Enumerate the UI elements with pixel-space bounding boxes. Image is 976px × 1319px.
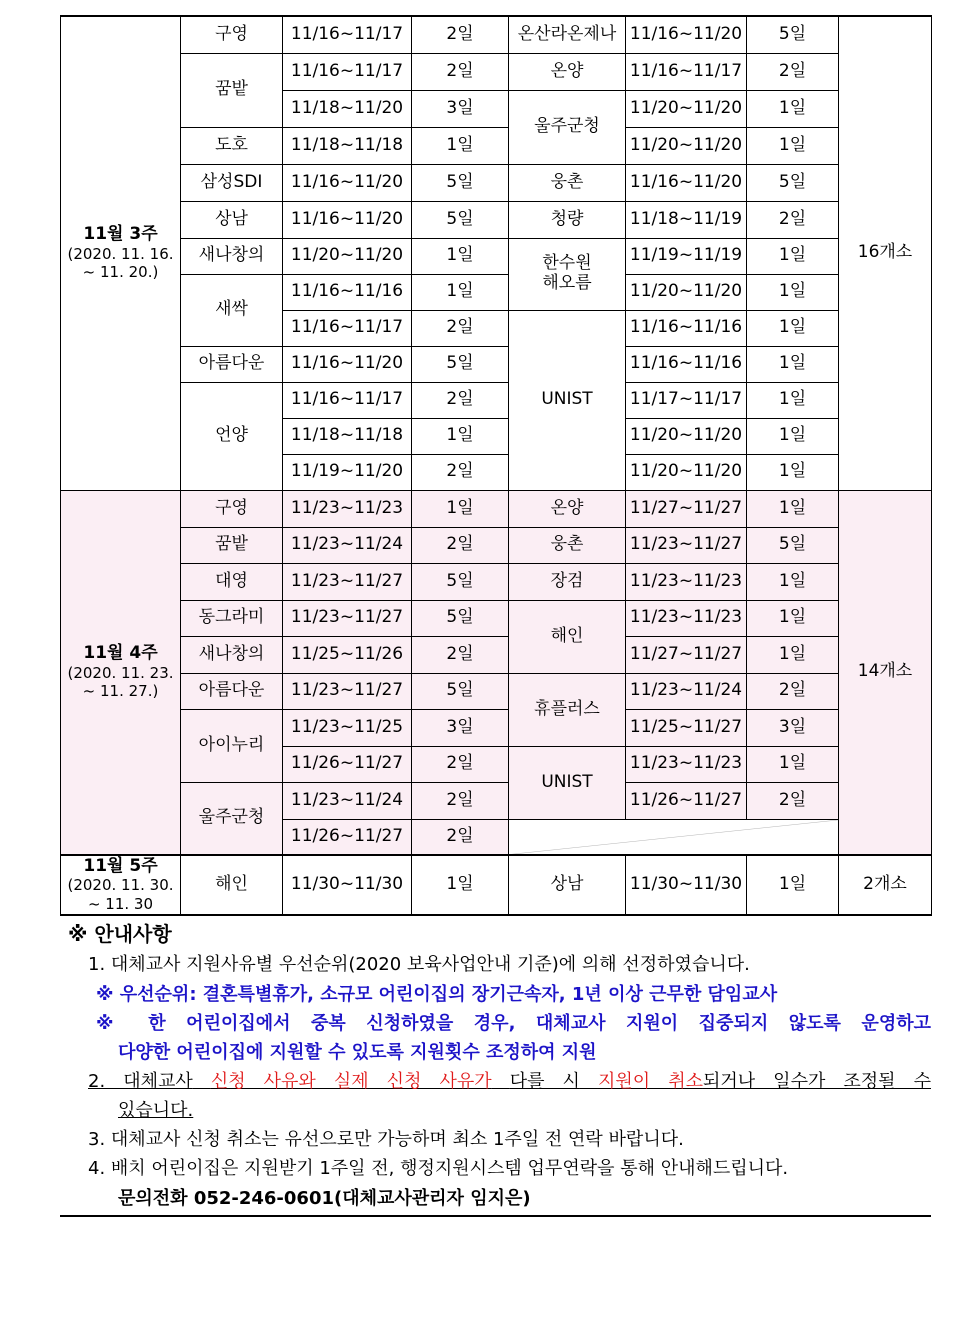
days: 2일 [412,454,509,490]
days: 2일 [412,527,509,563]
days: 2일 [412,746,509,782]
period: 11/18~11/18 [283,127,412,164]
period: 11/26~11/27 [626,782,747,819]
period: 11/16~11/20 [626,164,747,201]
center-name: 도호 [181,127,283,164]
days: 2일 [412,782,509,819]
days: 5일 [747,164,839,201]
center-name: 해인 [509,600,626,673]
center-name: 언양 [181,382,283,490]
notice-section [60,918,931,1213]
period: 11/16~11/20 [626,16,747,53]
days: 1일 [747,90,839,127]
days: 2일 [747,201,839,238]
days: 3일 [412,90,509,127]
days: 2일 [747,782,839,819]
center-name: 삼성SDI [181,164,283,201]
period: 11/23~11/23 [626,746,747,782]
center-name: 아름다운 [181,346,283,382]
period: 11/23~11/23 [626,563,747,600]
days: 5일 [747,16,839,53]
center-name: 아름다운 [181,673,283,709]
days: 1일 [412,490,509,527]
days: 1일 [412,238,509,274]
center-name: 꿈밭 [181,527,283,563]
center-name: 휴플러스 [509,673,626,746]
notice-duplicate-line1: ※ 한 어린이집에서 중복 신청하였을 경우, 대체교사 지원이 집중되지 않도록 운영하고 [96,1012,931,1034]
period: 11/16~11/20 [283,164,412,201]
days: 2일 [412,310,509,346]
contact-info: 문의전화 052-246-0601(대체교사관리자 임지은) [118,1187,531,1209]
period: 11/23~11/23 [283,490,412,527]
period: 11/30~11/30 [283,855,412,915]
days: 1일 [747,382,839,418]
center-name: 아이누리 [181,709,283,782]
days: 1일 [747,454,839,490]
notice-item-2-cont: 있습니다. [118,1100,194,1122]
center-name: 온양 [509,490,626,527]
period: 11/16~11/16 [283,274,412,310]
days: 3일 [747,709,839,746]
notice-item-3: 3. 대체교사 신청 취소는 유선으로만 가능하며 최소 1주일 전 연락 바랍니다. [88,1129,684,1151]
center-name: 동그라미 [181,600,283,636]
center-name: 상남 [509,855,626,915]
notice-duplicate-line2: 다양한 어린이집에 지원할 수 있도록 지원횟수 조정하여 지원 [118,1041,597,1063]
days: 2일 [412,53,509,90]
days: 2일 [412,16,509,53]
center-name: 웅촌 [509,164,626,201]
days: 1일 [747,855,839,915]
center-name: 대영 [181,563,283,600]
center-name: 상남 [181,201,283,238]
notice-heading: ※ 안내사항 [68,922,172,946]
days: 1일 [412,274,509,310]
period: 11/20~11/20 [626,454,747,490]
period: 11/18~11/20 [283,90,412,127]
period: 11/20~11/20 [626,127,747,164]
days: 1일 [412,127,509,164]
center-name: 온산라온제나 [509,16,626,53]
days: 1일 [747,600,839,636]
period: 11/16~11/16 [626,310,747,346]
schedule-table [60,15,932,916]
period: 11/27~11/27 [626,636,747,673]
days: 5일 [412,201,509,238]
period: 11/19~11/19 [626,238,747,274]
period: 11/20~11/20 [626,90,747,127]
period: 11/16~11/20 [283,201,412,238]
notice-priority: ※ 우선순위: 결혼특별휴가, 소규모 어린이집의 장기근속자, 1년 이상 근무한 담임교사 [96,983,778,1005]
period: 11/23~11/24 [283,527,412,563]
days: 1일 [747,274,839,310]
days: 1일 [747,636,839,673]
days: 2일 [747,53,839,90]
days: 1일 [412,418,509,454]
period: 11/23~11/27 [283,600,412,636]
days: 1일 [747,418,839,454]
days: 1일 [747,238,839,274]
period: 11/18~11/18 [283,418,412,454]
period: 11/18~11/19 [626,201,747,238]
period: 11/26~11/27 [283,819,412,855]
center-name: 꿈밭 [181,53,283,127]
period: 11/19~11/20 [283,454,412,490]
center-name: 온양 [509,53,626,90]
days: 2일 [747,673,839,709]
period: 11/23~11/24 [626,673,747,709]
center-name: UNIST [509,746,626,819]
days: 5일 [412,346,509,382]
period: 11/26~11/27 [283,746,412,782]
days: 1일 [747,490,839,527]
period: 11/23~11/27 [283,673,412,709]
center-name: 구영 [181,490,283,527]
period: 11/25~11/27 [626,709,747,746]
days: 5일 [412,563,509,600]
days: 5일 [412,673,509,709]
center-name: UNIST [509,310,626,490]
period: 11/30~11/30 [626,855,747,915]
week-label: 11월 4주 (2020. 11. 23. ~ 11. 27.) [61,490,181,855]
period: 11/23~11/25 [283,709,412,746]
period: 11/16~11/17 [283,53,412,90]
days: 1일 [747,563,839,600]
days: 1일 [747,346,839,382]
center-name: 한수원 해오름 [509,238,626,310]
diagonal-line [509,820,838,855]
notice-item-4: 4. 배치 어린이집은 지원받기 1주일 전, 행정지원시스템 업무연락을 통해 안내해드립니다. [88,1158,789,1180]
notice-item-2: 2. 대체교사 신청 사유와 실제 신청 사유가 다를 시 지원이 취소되거나 일수가 조정될 수 [88,1071,931,1093]
period: 11/20~11/20 [626,274,747,310]
center-name: 구영 [181,16,283,53]
notice-item-1: 1. 대체교사 지원사유별 우선순위(2020 보육사업안내 기준)에 의해 선정하였습니다. [88,954,750,976]
days: 5일 [412,164,509,201]
center-name: 새나창의 [181,238,283,274]
week-label: 11월 5주 (2020. 11. 30. ~ 11. 30 [61,855,181,915]
center-count: 16개소 [839,16,932,490]
period: 11/23~11/23 [626,600,747,636]
days: 3일 [412,709,509,746]
period: 11/16~11/17 [626,53,747,90]
center-name: 해인 [181,855,283,915]
days: 1일 [412,855,509,915]
period: 11/16~11/20 [283,346,412,382]
period: 11/16~11/17 [283,310,412,346]
center-count: 2개소 [839,855,932,915]
days: 2일 [412,636,509,673]
center-name: 웅촌 [509,527,626,563]
days: 1일 [747,746,839,782]
days: 2일 [412,819,509,855]
center-count: 14개소 [839,490,932,855]
center-name: 새나창의 [181,636,283,673]
bottom-rule [60,1215,931,1217]
period: 11/16~11/17 [283,16,412,53]
days: 2일 [412,382,509,418]
period: 11/23~11/24 [283,782,412,819]
days: 5일 [747,527,839,563]
empty-diagonal-cell [509,819,839,855]
period: 11/16~11/17 [283,382,412,418]
period: 11/23~11/27 [626,527,747,563]
period: 11/25~11/26 [283,636,412,673]
period: 11/27~11/27 [626,490,747,527]
center-name: 장검 [509,563,626,600]
period: 11/20~11/20 [283,238,412,274]
days: 1일 [747,127,839,164]
center-name: 울주군청 [181,782,283,855]
period: 11/17~11/17 [626,382,747,418]
period: 11/16~11/16 [626,346,747,382]
center-name: 청량 [509,201,626,238]
days: 5일 [412,600,509,636]
period: 11/20~11/20 [626,418,747,454]
period: 11/23~11/27 [283,563,412,600]
center-name: 울주군청 [509,90,626,164]
week-label: 11월 3주 (2020. 11. 16. ~ 11. 20.) [61,16,181,490]
days: 1일 [747,310,839,346]
center-name: 새싹 [181,274,283,346]
